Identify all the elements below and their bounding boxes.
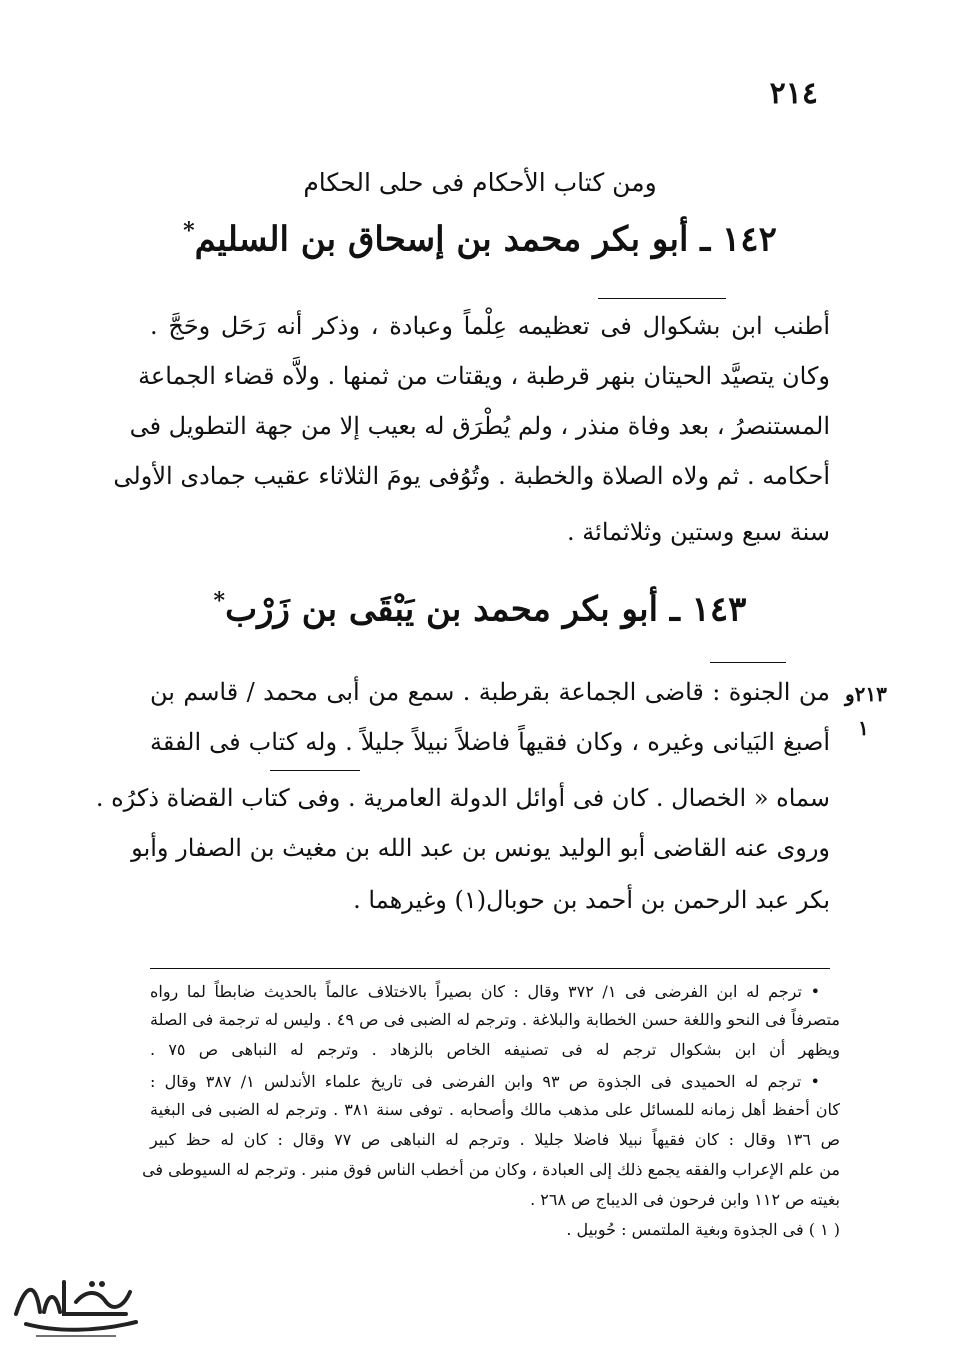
footnote-line: • ترجم له ابن الفرضى فى ١/ ٣٧٢ وقال : كان بصيراً بالاختلاف عالماً بالحديث ضابطاً لما رواه — [150, 982, 821, 1001]
footnote-line: متصرفاً فى النحو واللغة حسن الخطابة والبلاغة . وترجم له الضبى فى ص ٤٩ . وليس له ترجمة فى الصلة — [150, 1010, 841, 1029]
section-heading: ومن كتاب الأحكام فى حلى الحكام — [303, 168, 657, 197]
body-line: وكان يتصيَّد الحيتان بنهر قرطبة ، ويقتات من ثمنها . ولاَّه قضاء الجماعة — [138, 362, 830, 390]
text-overline — [270, 770, 360, 771]
text-overline — [598, 298, 726, 299]
body-line: أطنب ابن بشكوال فى تعظيمه عِلْماً وعبادة ، وذكر أنه رَحَل وحَجَّ . — [150, 312, 830, 340]
footnote-line: ص ١٣٦ وقال : كان فقيهاً نبيلا فاضلا جليلا . وترجم له النباهى ص ٧٧ وقال : كان له حظ كبير — [150, 1130, 840, 1149]
library-stamp-logo — [6, 1262, 146, 1342]
body-line: أصبغ البَيانى وغيره ، وكان فقيهاً فاضلاً نبيلاً جليلاً . وله كتاب فى الفقة — [150, 728, 830, 756]
footnote-line: كان أحفظ أهل زمانه للمسائل على مذهب مالك وأصحابه . توفى سنة ٣٨١ . وترجم له الضبى فى البغية — [150, 1100, 841, 1119]
footnote-line: من علم الإعراب والفقه يجمع ذلك إلى العبادة ، وكان من أخطب الناس فوق منبر . وترجم له السيوطى فى — [142, 1160, 840, 1179]
entry-title-text: ١٤٢ ـ أبو بكر محمد بن إسحاق بن السليم — [194, 219, 777, 260]
margin-folio-note: ٢١٣و — [845, 682, 887, 706]
entry-star: * — [183, 218, 195, 244]
body-line: سماه « الخصال . كان فى أوائل الدولة العامرية . وفى كتاب القضاة ذكرُه . — [95, 784, 830, 812]
footnote-separator — [150, 968, 830, 969]
entry-title-143 — [160, 588, 800, 629]
body-line: من الجنوة : قاضى الجماعة بقرطبة . سمع من أبى محمد / قاسم بن — [150, 678, 830, 706]
footnote-line: ويظهر أن ابن بشكوال ترجم له فى تصنيفه الخاص بالزهاد . وترجم له النباهى ص ٧٥ . — [150, 1040, 841, 1059]
text-overline — [710, 662, 786, 663]
body-line: المستنصرُ ، بعد وفاة منذر ، ولم يُطْرَق له بعيب إلا من جهة التطويل فى — [129, 412, 830, 440]
body-line: سنة سبع وستين وثلاثمائة . — [567, 518, 830, 546]
body-line: أحكامه . ثم ولاه الصلاة والخطبة . وتُوُفى يومَ الثلاثاء عقيب جمادى الأولى — [113, 462, 830, 490]
margin-folio-note: ١ — [858, 716, 869, 740]
body-line: بكر عبد الرحمن بن أحمد بن حوبال(١) وغيرهما . — [353, 886, 830, 914]
entry-title-142 — [160, 218, 800, 259]
footnote-line: ( ١ ) فى الجذوة وبغية الملتمس : حُوبيل . — [566, 1220, 840, 1239]
footnote-line: • ترجم له الحميدى فى الجذوة ص ٩٣ وابن الفرضى فى تاريخ علماء الأندلس ١/ ٣٨٧ وقال : — [150, 1072, 820, 1091]
entry-title-text: ١٤٣ ـ أبو بكر محمد بن يَبْقَى بن زَرْب — [225, 589, 747, 630]
body-line: وروى عنه القاضى أبو الوليد يونس بن عبد الله بن مغيث بن الصفار وأبو — [131, 834, 830, 862]
page-number: ٢١٤ — [769, 76, 818, 111]
entry-star: * — [213, 588, 226, 614]
footnote-line: بغيته ص ١١٢ وابن فرحون فى الديباج ص ٢٦٨ . — [530, 1190, 840, 1209]
